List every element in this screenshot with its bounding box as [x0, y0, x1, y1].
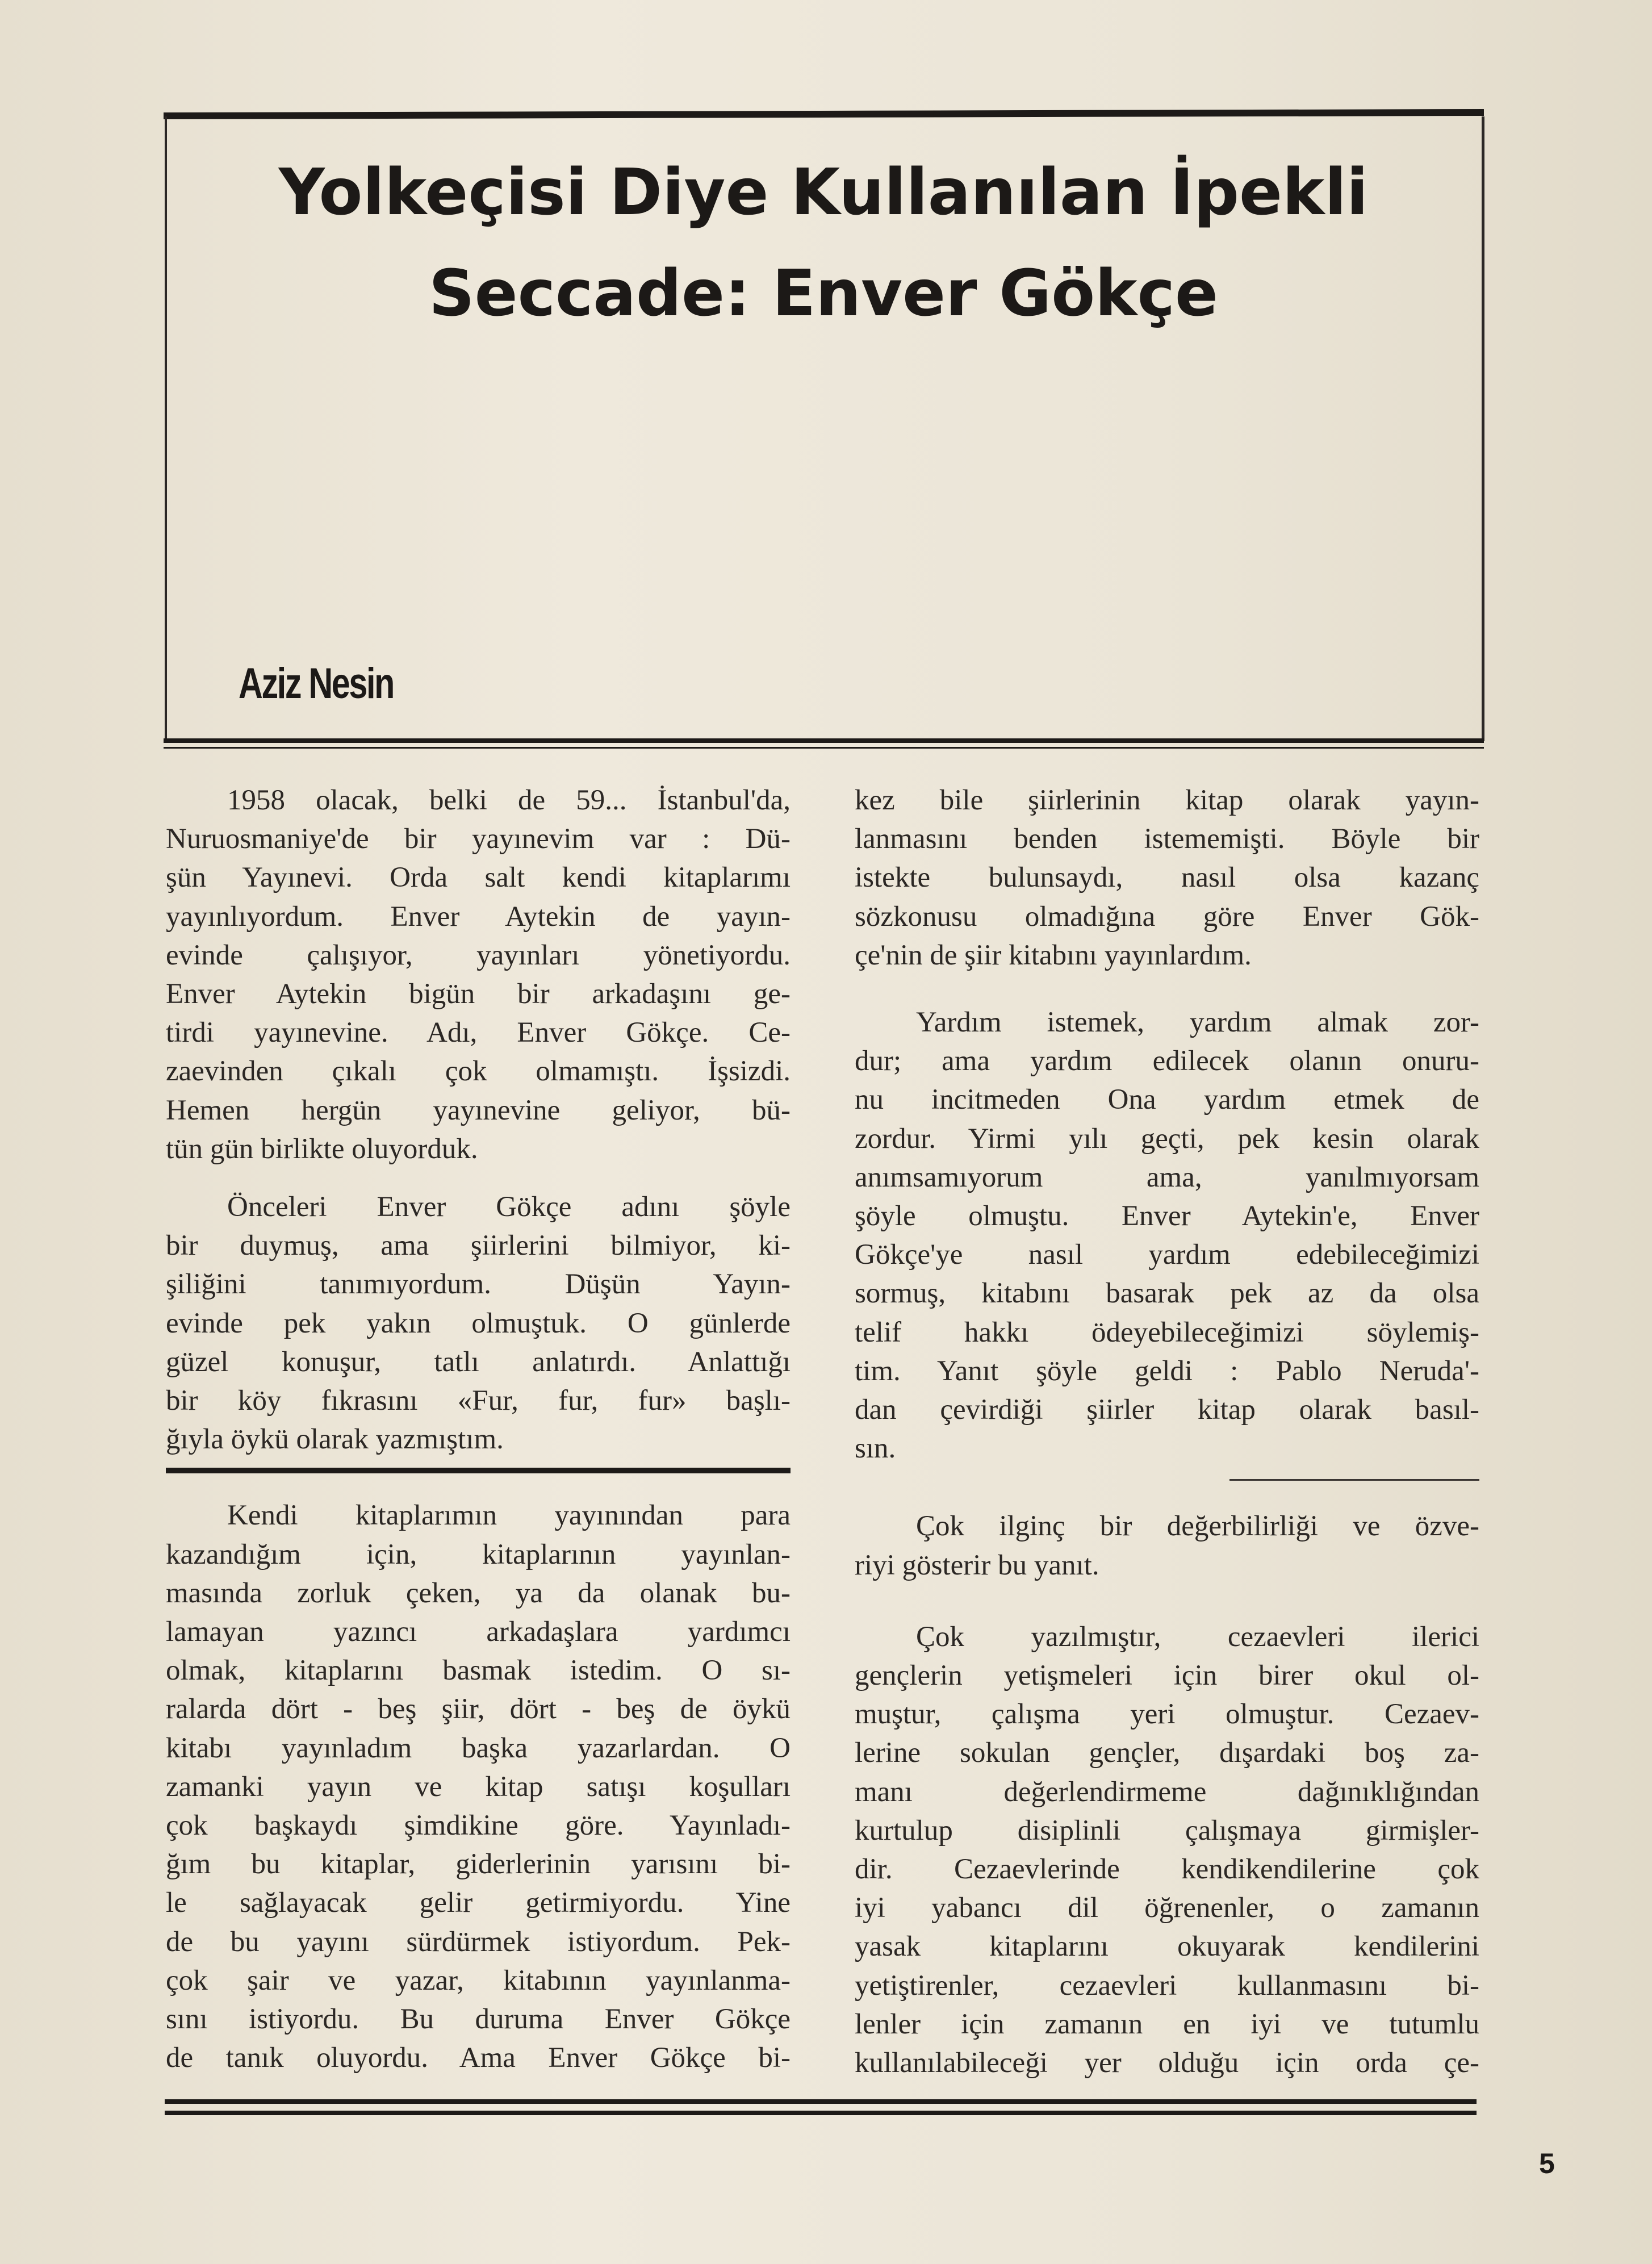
text-line: telif hakkı ödeyebileceğimizi söylemiş-: [855, 1316, 1479, 1348]
text-line: lenler için zamanın en iyi ve tutumlu: [855, 2008, 1479, 2040]
article-author: Aziz Nesin: [239, 659, 394, 708]
article-title: [170, 142, 1477, 344]
text-line: ğıyla öykü olarak yazmıştım.: [166, 1423, 504, 1456]
text-line: şün Yayınevi. Orda salt kendi kitaplarımı: [166, 862, 791, 894]
text-line: çok şair ve yazar, kitabının yayınlanma-: [166, 1964, 791, 1996]
text-line: zordur. Yirmi yılı geçti, pek kesin olarak: [855, 1122, 1479, 1155]
text-line: zaevinden çıkalı çok olmamıştı. İşsizdi.: [166, 1055, 791, 1088]
text-line: kazandığım için, kitaplarının yayınlan-: [166, 1538, 791, 1570]
text-line: sözkonusu olmadığına göre Enver Gök-: [855, 900, 1479, 933]
text-line: yayınlıyordum. Enver Aytekin de yayın-: [166, 900, 791, 933]
text-line: tim. Yanıt şöyle geldi : Pablo Neruda'-: [855, 1355, 1479, 1387]
text-line: sın.: [855, 1432, 896, 1465]
text-line: güzel konuşur, tatlı anlatırdı. Anlattığı: [166, 1346, 791, 1378]
text-line: lanmasını benden istememişti. Böyle bir: [855, 823, 1479, 855]
column-divider-rule: [1229, 1479, 1479, 1481]
text-line: Kendi kitaplarımın yayınından para: [227, 1499, 791, 1532]
text-line: ralarda dört - beş şiir, dört - beş de öykü: [166, 1693, 791, 1726]
right-paragraph-1: [855, 781, 1479, 975]
text-line: anımsamıyorum ama, yanılmıyorsam: [855, 1161, 1479, 1193]
text-line: de tanık oluyordu. Ama Enver Gökçe bi-: [166, 2042, 791, 2074]
text-line: riyi gösterir bu yanıt.: [855, 1549, 1099, 1581]
text-line: olmak, kitaplarını basmak istedim. O sı-: [166, 1655, 791, 1687]
text-line: Enver Aytekin bigün bir arkadaşını ge-: [166, 978, 791, 1010]
text-line: dur; ama yardım edilecek olanın onuru-: [855, 1045, 1479, 1077]
right-paragraph-3: [855, 1507, 1479, 1584]
text-line: manı değerlendirmeme dağınıklığından: [855, 1776, 1479, 1808]
text-line: tirdi yayınevine. Adı, Enver Gökçe. Ce-: [166, 1017, 791, 1049]
text-line: istekte bulunsaydı, nasıl olsa kazanç: [855, 862, 1479, 894]
text-line: le sağlayacak gelir getirmiyordu. Yine: [166, 1887, 791, 1919]
text-line: nu incitmeden Ona yardım etmek de: [855, 1084, 1479, 1116]
text-line: tün gün birlikte oluyorduk.: [166, 1133, 478, 1165]
text-line: sını istiyordu. Bu duruma Enver Gökçe: [166, 2003, 791, 2036]
text-line: dir. Cezaevlerinde kendikendilerine çok: [855, 1853, 1479, 1886]
text-line: kitabı yayınladım başka yazarlardan. O: [166, 1732, 791, 1764]
text-line: kez bile şiirlerinin kitap olarak yayın-: [855, 784, 1479, 816]
text-line: şöyle olmuştu. Enver Aytekin'e, Enver: [855, 1200, 1479, 1233]
text-line: yasak kitaplarını okuyarak kendilerini: [855, 1931, 1479, 1963]
text-line: masında zorluk çeken, ya da olanak bu-: [166, 1577, 791, 1609]
text-line: şiliğini tanımıyordum. Düşün Yayın-: [166, 1268, 791, 1301]
text-line: ğım bu kitaplar, giderlerinin yarısını bi-: [166, 1848, 791, 1881]
text-line: dan çevirdiği şiirler kitap olarak basıl-: [855, 1394, 1479, 1426]
column-divider-rule: [166, 1468, 791, 1473]
left-paragraph-1: [166, 781, 791, 1168]
text-line: 1958 olacak, belki de 59... İstanbul'da,: [227, 784, 791, 816]
left-paragraph-2: [166, 1188, 791, 1459]
text-line: evinde pek yakın olmuştuk. O günlerde: [166, 1307, 791, 1339]
text-line: Çok ilginç bir değerbilirliği ve özve-: [916, 1510, 1479, 1543]
text-line: lamayan yazıncı arkadaşlara yardımcı: [166, 1616, 791, 1648]
text-line: kullanılabileceği yer olduğu için orda çe-: [855, 2047, 1479, 2079]
page-number: 5: [1539, 2148, 1555, 2179]
text-line: gençlerin yetişmeleri için birer okul ol-: [855, 1660, 1479, 1692]
header-bottom-rule: [164, 738, 1484, 743]
text-line: bir duymuş, ama şiirlerini bilmiyor, ki-: [166, 1230, 791, 1262]
text-line: zamanki yayın ve kitap satışı koşulları: [166, 1770, 791, 1803]
right-paragraph-4: [855, 1618, 1479, 2082]
text-line: Çok yazılmıştır, cezaevleri ilerici: [916, 1620, 1479, 1653]
left-column: [166, 781, 791, 2078]
left-paragraph-3: [166, 1496, 791, 2077]
text-line: Nuruosmaniye'de bir yayınevim var : Dü-: [166, 823, 791, 855]
text-line: evinde çalışıyor, yayınları yönetiyordu.: [166, 939, 791, 971]
text-line: de bu yayını sürdürmek istiyordum. Pek-: [166, 1925, 791, 1958]
text-line: kurtulup disiplinli çalışmaya girmişler-: [855, 1814, 1479, 1847]
text-line: Gökçe'ye nasıl yardım edebileceğimizi: [855, 1239, 1479, 1271]
text-line: Yardım istemek, yardım almak zor-: [916, 1006, 1479, 1039]
text-line: Önceleri Enver Gökçe adını şöyle: [227, 1191, 791, 1223]
text-line: muştur, çalışma yeri olmuştur. Cezaev-: [855, 1698, 1479, 1731]
text-line: Hemen hergün yayınevine geliyor, bü-: [166, 1094, 791, 1126]
footer-rule-top: [165, 2099, 1477, 2104]
title-line-1: Yolkeçisi Diye Kullanılan İpekli: [278, 156, 1369, 229]
text-line: lerine sokulan gençler, dışardaki boş za-: [855, 1737, 1479, 1769]
text-line: yetiştirenler, cezaevleri kullanmasını bi-: [855, 1969, 1479, 2002]
text-line: çok başkaydı şimdikine göre. Yayınladı-: [166, 1810, 791, 1842]
text-line: iyi yabancı dil öğrenenler, o zamanın: [855, 1892, 1479, 1924]
text-line: bir köy fıkrasını «Fur, fur, fur» başlı-: [166, 1385, 791, 1417]
title-line-2: Seccade: Enver Gökçe: [428, 257, 1219, 331]
right-paragraph-2: [855, 1003, 1479, 1468]
footer-rule-bottom: [165, 2111, 1477, 2115]
text-line: çe'nin de şiir kitabını yayınlardım.: [855, 939, 1252, 971]
text-line: sormuş, kitabını basarak pek az da olsa: [855, 1277, 1479, 1310]
right-column: [855, 781, 1479, 2082]
header-bottom-rule-thin: [164, 747, 1484, 749]
